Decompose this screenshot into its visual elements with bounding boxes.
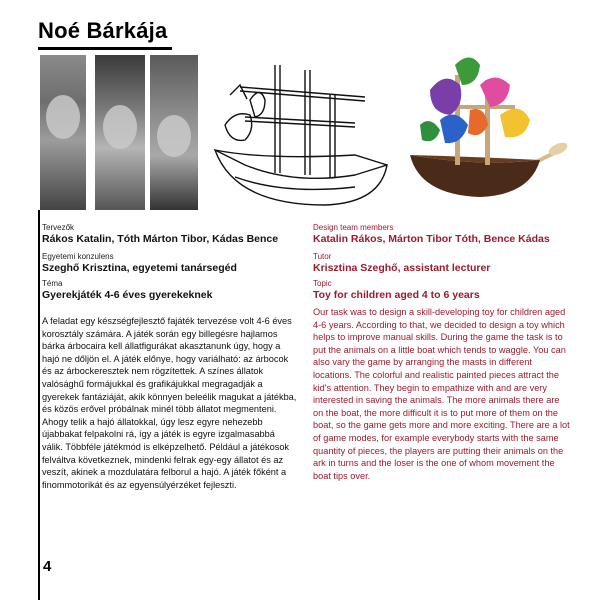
topic-label-hu: Téma [42,279,63,288]
page-number: 4 [43,558,52,575]
designers-label-en: Design team members [313,223,394,232]
description-en: Our task was to design a skill-developing toy for children aged 4-6 years. According to that, we decided to design a toy which helps to improve manual skills. During the game the task is to put the animals on a little boat which tends to waggle. You can also vary the game by arranging the masts in different locations. The colorful and realistic painted pieces attract the kid's attention. They begin to empathize with and are very interested in saving the animals. The more animals there are on the boat, the more difficult it is to put more of them on the boat, so the game gets more and more exciting. There are a lot of game modes, for example everybody starts with the same quantity of pieces, the players are putting their animals on the ark in turns and the loser is the one of whom movement the boat tips over. [313,307,570,481]
title-underline [38,47,172,50]
designer-photo-1 [40,55,86,210]
tutor-hu: Szeghő Krisztina, egyetemi tanársegéd [42,262,237,274]
tutor-label-en: Tutor [313,252,332,261]
designers-label-hu: Tervezők [42,223,75,232]
designer-photo-3 [150,55,198,210]
designers-en: Katalin Rákos, Márton Tibor Tóth, Bence Kádas [313,233,550,245]
designers-hu: Rákos Katalin, Tóth Márton Tibor, Kádas Bence [42,233,279,245]
topic-label-en: Topic [313,279,332,288]
topic-en: Toy for children aged 4 to 6 years [313,289,480,301]
tutor-label-hu: Egyetemi konzulens [42,252,114,261]
toy-ark-photo [400,45,570,210]
tutor-en: Krisztina Szeghő, assistant lecturer [313,262,491,274]
designer-photo-2 [95,55,145,210]
description-hu: A feladat egy készségfejlesztő fajáték tervezése volt 4-6 éves korosztály számára. A játék során egy billegésre hajlamos bárka árbocaira kell állatfigurákat akasztanunk úgy, hogy a hajó ne dőljön el. A játék előnye, hogy variálható: az árbocok és az árbockeresztek nem rögzítettek. A színes állatok valósághű formájukkal és grafikájukkal megragadják a gyerekek fantáziáját, akik könnyen beleélik magukat a játékba, és közös erővel próbálnak minél több állatot megmenteni. Ahogy telik a hajó állatokkal, úgy lesz egyre nehezebb újabbakat felpakolni rá, így a játék is egyre izgalmasabbá válik. Többféle játékmód is elképzelhető. Például a játékosok felváltva következnek, mindenki felrak egy-egy állatot és az veszít, akinek a mozdulatára felborul a hajó. A játék főként a finommotorikát és az egyensúlyérzéket fejleszti. [42,316,297,490]
page-title: Noé Bárkája [38,18,168,43]
margin-rule [38,210,40,600]
topic-hu: Gyerekjáték 4-6 éves gyerekeknek [42,289,213,301]
boat-wireframe-image [205,55,393,210]
